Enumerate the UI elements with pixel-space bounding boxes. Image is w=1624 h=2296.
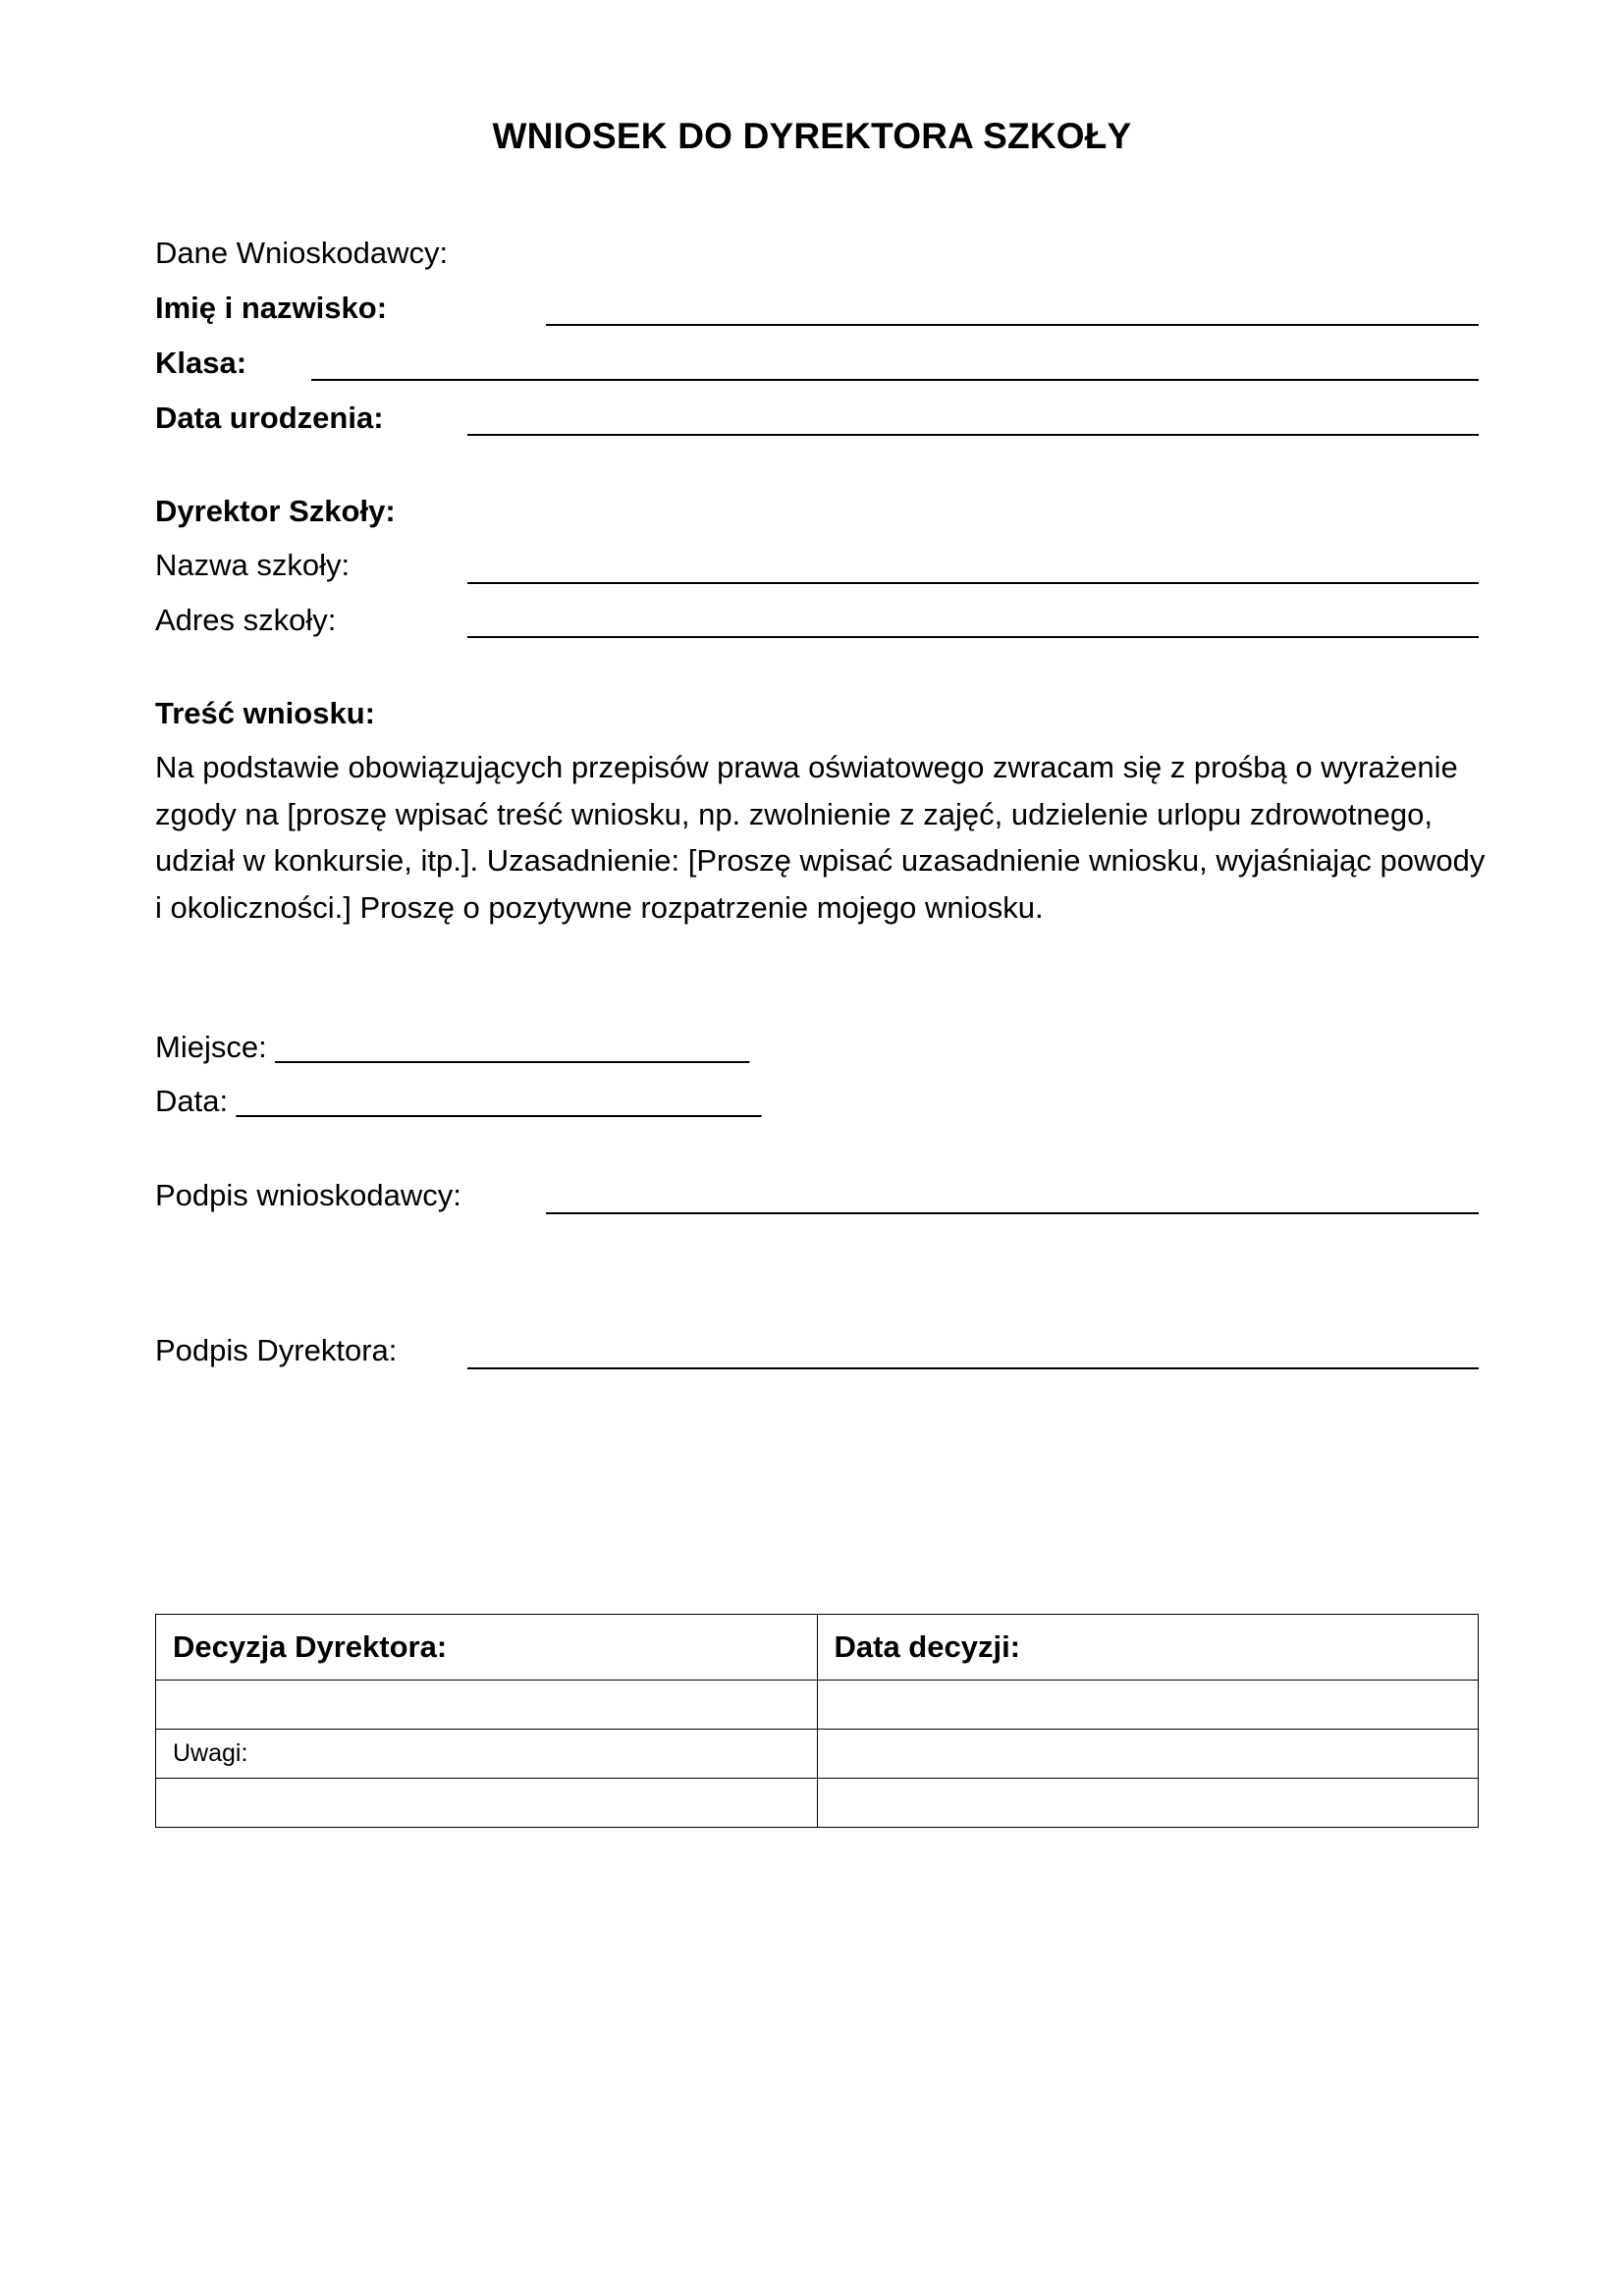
table-row xyxy=(156,1681,1479,1730)
date-row xyxy=(155,1084,761,1119)
name-fill-line[interactable] xyxy=(546,324,1479,326)
class-label: Klasa: xyxy=(155,346,247,380)
applicant-signature-label: Podpis wnioskodawcy: xyxy=(155,1178,461,1212)
name-label: Imię i nazwisko: xyxy=(155,291,388,325)
applicant-heading: Dane Wnioskodawcy: xyxy=(155,236,449,270)
request-paragraph xyxy=(155,744,1490,931)
date-fill-line[interactable]: _______________________________ xyxy=(236,1084,762,1118)
request-line: udział w konkursie, itp.]. Uzasadnienie: [Proszę wpisać uzasadnienie wniosku, wyjaśniając powody xyxy=(155,843,1486,878)
table-row xyxy=(156,1779,1479,1828)
notes-label: Uwagi: xyxy=(156,1730,818,1779)
place-row xyxy=(155,1030,749,1065)
request-line: zgody na [proszę wpisać treść wniosku, np. zwolnienie z zajęć, udzielenie urlopu zdrowotnego, xyxy=(155,796,1433,831)
school-address-fill-line[interactable] xyxy=(467,636,1479,638)
principal-heading: Dyrektor Szkoły: xyxy=(155,494,396,528)
applicant-signature-line[interactable] xyxy=(546,1212,1479,1214)
request-heading: Treść wniosku: xyxy=(155,696,375,730)
request-line: Na podstawie obowiązujących przepisów prawa oświatowego zwracam się z prośbą o wyrażenie xyxy=(155,750,1458,784)
school-name-label: Nazwa szkoły: xyxy=(155,548,351,582)
principal-signature-label: Podpis Dyrektora: xyxy=(155,1333,398,1367)
class-fill-line[interactable] xyxy=(311,379,1479,381)
school-address-label: Adres szkoły: xyxy=(155,603,337,637)
request-line: i okoliczności.] Proszę o pozytywne rozpatrzenie mojego wniosku. xyxy=(155,889,1044,925)
school-name-fill-line[interactable] xyxy=(467,582,1479,584)
principal-signature-line[interactable] xyxy=(467,1367,1479,1369)
notes-cell[interactable] xyxy=(817,1730,1479,1779)
notes-continuation-cell[interactable] xyxy=(156,1779,818,1828)
birthdate-label: Data urodzenia: xyxy=(155,400,384,435)
decision-header: Decyzja Dyrektora: xyxy=(156,1615,818,1681)
date-label: Data: xyxy=(155,1084,237,1118)
document-title: WNIOSEK DO DYREKTORA SZKOŁY xyxy=(492,116,1132,156)
decision-table xyxy=(155,1614,1479,1828)
decision-date-cell[interactable] xyxy=(817,1681,1479,1730)
birthdate-fill-line[interactable] xyxy=(467,434,1479,436)
decision-cell[interactable] xyxy=(156,1681,818,1730)
decision-date-header: Data decyzji: xyxy=(817,1615,1479,1681)
table-row xyxy=(156,1615,1479,1681)
table-row xyxy=(156,1730,1479,1779)
place-label: Miejsce: xyxy=(155,1030,276,1064)
notes-extra-cell[interactable] xyxy=(817,1779,1479,1828)
place-fill-line[interactable]: ____________________________ xyxy=(275,1030,750,1064)
